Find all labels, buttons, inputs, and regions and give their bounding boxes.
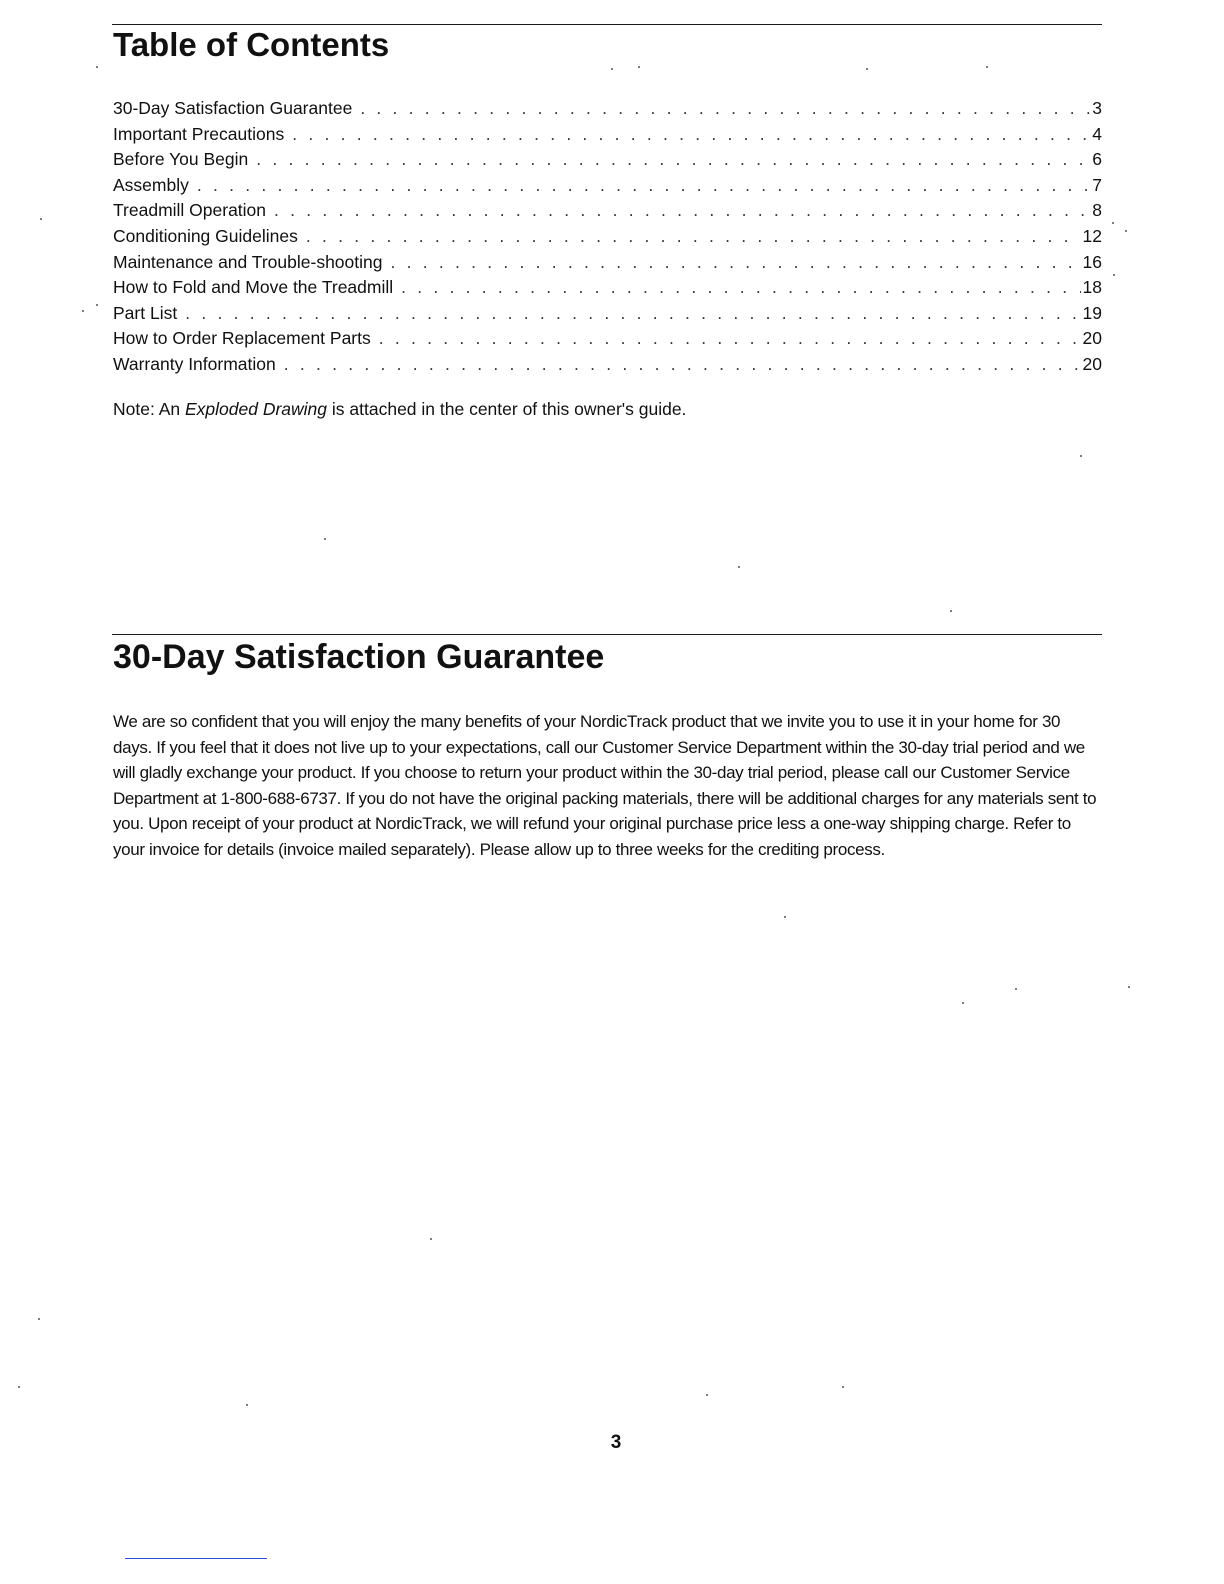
toc-entry	[113, 173, 1102, 199]
scan-speck	[1113, 274, 1115, 276]
toc-entry	[113, 198, 1102, 224]
toc-entry-page: 19	[1082, 302, 1102, 323]
scan-speck	[1128, 986, 1130, 988]
scan-speck	[40, 218, 42, 220]
scan-speck	[1015, 988, 1017, 990]
toc-entry-page: 8	[1092, 200, 1102, 221]
scan-speck	[962, 1002, 964, 1004]
toc-entry-leader	[284, 352, 1081, 378]
scan-speck	[611, 68, 613, 70]
toc-entry-leader	[379, 326, 1081, 352]
toc-entry-leader	[197, 173, 1090, 199]
toc-note-suffix: is attached in the center of this owner's guide.	[327, 399, 687, 419]
scan-speck	[950, 610, 952, 612]
toc-entry	[113, 147, 1102, 173]
toc-entry	[113, 275, 1102, 301]
scan-speck	[324, 538, 326, 540]
toc-entry	[113, 224, 1102, 250]
toc-note-emphasis: Exploded Drawing	[185, 399, 328, 419]
toc-entry-page: 4	[1092, 123, 1102, 144]
toc-entry-title: 30-Day Satisfaction Guarantee	[113, 98, 353, 118]
scan-speck	[784, 916, 786, 918]
toc-list	[113, 96, 1102, 378]
toc-entry-leader	[306, 224, 1081, 250]
toc-entry-page: 3	[1092, 98, 1102, 118]
toc-entry-leader	[401, 275, 1080, 301]
toc-entry-title: Treadmill Operation	[113, 200, 267, 221]
toc-entry	[113, 326, 1102, 352]
scan-edge-line	[125, 1558, 267, 1559]
toc-entry	[113, 96, 1102, 122]
scan-speck	[96, 66, 98, 68]
toc-entry-page: 12	[1082, 225, 1102, 246]
toc-entry-leader	[360, 96, 1090, 122]
scan-speck	[986, 66, 988, 68]
scan-speck	[430, 1238, 432, 1240]
page-number: 3	[610, 1432, 622, 1453]
guarantee-body: We are so confident that you will enjoy the many benefits of your NordicTrack product that we invite you to use it in your home for 30 days. If you feel that it does not live up to your expectations, call our Customer Service Department within the 30-day trial period and we will gladly exchange your product. If you choose to return your product within the 30-day trial period, please call our Customer Service Department at 1-800-688-6737. If you do not have the original packing materials, there will be additional charges for any materials sent to you. Upon receipt of your product at NordicTrack, we will refund your original purchase price less a one-way shipping charge. Refer to your invoice for details (invoice mailed separately). Please allow up to three weeks for the crediting process.	[113, 712, 1097, 859]
toc-entry-page: 7	[1092, 174, 1102, 195]
toc-entry-page: 6	[1092, 149, 1102, 170]
toc-entry-page: 16	[1082, 251, 1102, 272]
scan-speck	[1080, 455, 1082, 457]
scan-speck	[96, 304, 98, 306]
toc-entry-title: Important Precautions	[113, 123, 285, 144]
toc-entry	[113, 301, 1102, 327]
toc-entry-page: 20	[1082, 353, 1102, 374]
toc-entry-title: Assembly	[113, 174, 189, 195]
scan-speck	[638, 66, 640, 68]
toc-entry-leader	[391, 250, 1081, 276]
toc-entry-page: 18	[1082, 277, 1102, 298]
scan-speck	[82, 310, 84, 312]
toc-entry	[113, 122, 1102, 148]
toc-note-prefix: Note: An	[113, 399, 185, 419]
toc-entry-page: 20	[1082, 328, 1102, 349]
guarantee-top-rule	[112, 634, 1102, 635]
scan-speck	[1125, 230, 1127, 232]
scan-speck	[842, 1386, 844, 1388]
scan-speck	[738, 566, 740, 568]
guarantee-heading: 30-Day Satisfaction Guarantee	[113, 638, 605, 676]
toc-entry-title: How to Fold and Move the Treadmill	[113, 277, 394, 298]
scan-speck	[866, 68, 868, 70]
toc-entry-leader	[185, 301, 1080, 327]
scan-speck	[38, 1318, 40, 1320]
scan-speck	[246, 1404, 248, 1406]
toc-entry-title: Maintenance and Trouble-shooting	[113, 251, 383, 272]
toc-entry-leader	[292, 122, 1090, 148]
scan-speck	[706, 1394, 708, 1396]
toc-entry-title: Part List	[113, 302, 178, 323]
toc-entry	[113, 352, 1102, 378]
toc-entry-title: Conditioning Guidelines	[113, 225, 298, 246]
toc-entry-title: Warranty Information	[113, 353, 276, 374]
toc-entry-leader	[274, 198, 1090, 224]
toc-entry-title: Before You Begin	[113, 149, 249, 170]
scan-speck	[1112, 222, 1114, 224]
toc-entry	[113, 250, 1102, 276]
toc-entry-leader	[256, 147, 1090, 173]
toc-heading: Table of Contents	[113, 26, 390, 63]
toc-entry-title: How to Order Replacement Parts	[113, 328, 371, 349]
toc-top-rule	[112, 24, 1102, 25]
scan-speck	[18, 1386, 20, 1388]
toc-note	[113, 397, 686, 421]
